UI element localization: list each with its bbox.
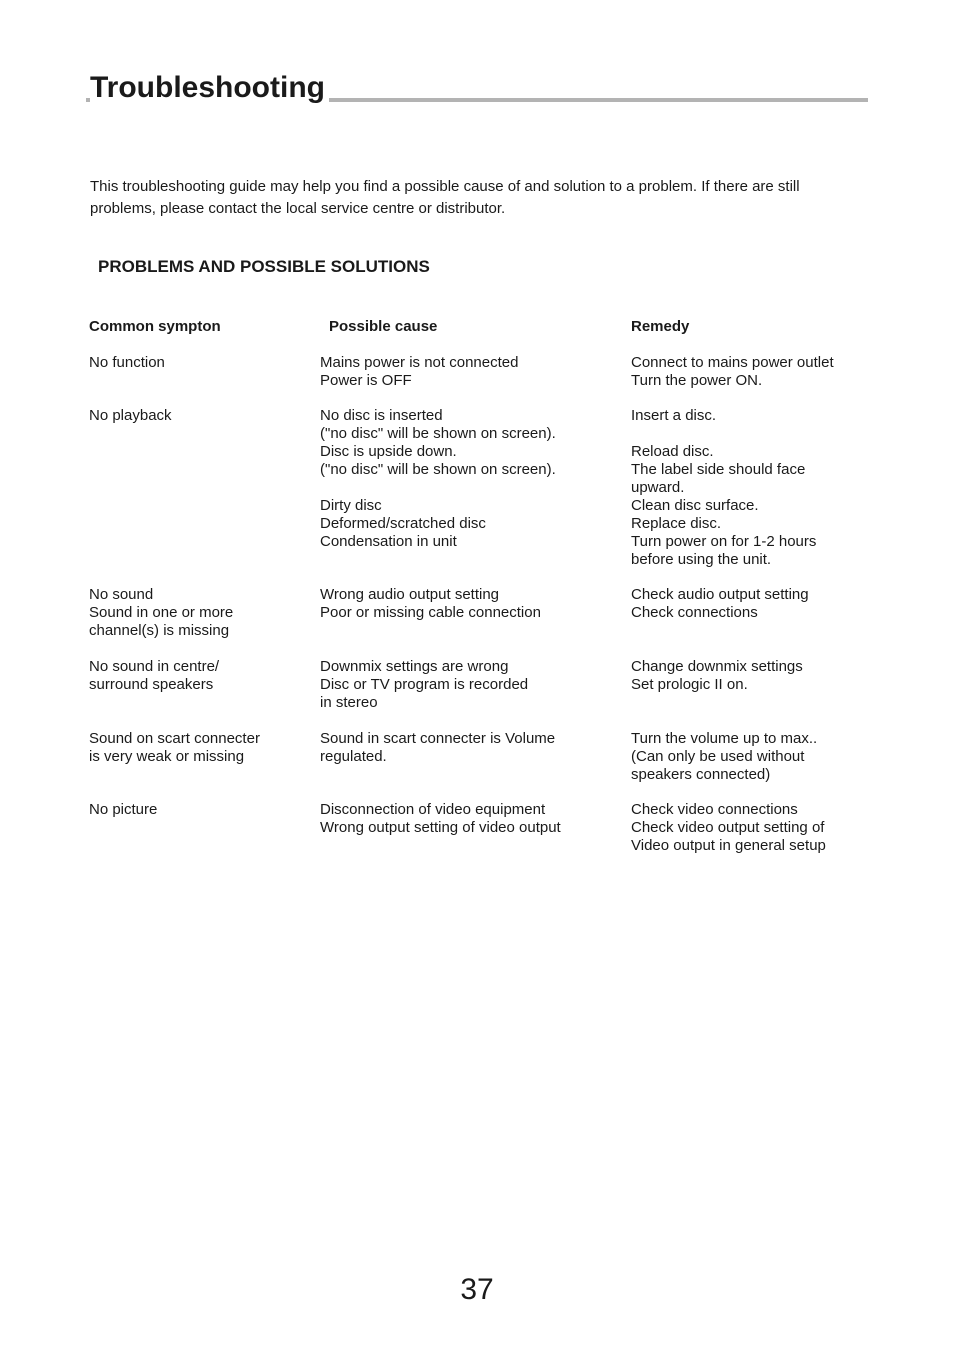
page-number: 37 <box>460 1273 494 1306</box>
symptom-cell: No sound Sound in one or more channel(s) is missing <box>89 586 234 639</box>
cause-cell: Sound in scart connecter is Volume regulated. <box>320 730 556 765</box>
remedy-cell: Check audio output setting Check connections <box>631 586 809 621</box>
header-remedy: Remedy <box>631 318 690 335</box>
remedy-cell: Turn the volume up to max.. (Can only be used without speakers connected) <box>631 730 818 783</box>
cause-cell: Disconnection of video equipment Wrong output setting of video output <box>320 801 561 836</box>
title-bar <box>86 70 868 104</box>
remedy-cell: Insert a disc. Reload disc. The label side should face upward. Clean disc surface. Replace disc. Turn power on for 1-2 hours before using the unit. <box>631 407 817 568</box>
symptom-cell: No sound in centre/ surround speakers <box>89 658 220 693</box>
cause-cell: No disc is inserted ("no disc" will be shown on screen). Disc is upside down. ("no disc" will be shown on screen). Dirty disc Deformed/scratched disc Condensation in unit <box>320 407 556 550</box>
intro-paragraph: This troubleshooting guide may help you find a possible cause of and solution to a problem. If there are still problems, please contact the local service centre or distributor. <box>90 178 800 217</box>
cause-cell: Wrong audio output setting Poor or missing cable connection <box>320 586 541 621</box>
remedy-cell: Change downmix settings Set prologic II on. <box>631 658 803 693</box>
symptom-cell: No playback <box>89 407 172 424</box>
header-cause: Possible cause <box>329 318 438 335</box>
page-title: Troubleshooting <box>90 70 329 106</box>
symptom-cell: Sound on scart connecter is very weak or missing <box>89 730 260 765</box>
section-heading: PROBLEMS AND POSSIBLE SOLUTIONS <box>98 257 430 276</box>
header-symptom: Common sympton <box>89 318 221 335</box>
cause-cell: Downmix settings are wrong Disc or TV program is recorded in stereo <box>320 658 529 711</box>
remedy-cell: Check video connections Check video output setting of Video output in general setup <box>631 801 826 854</box>
remedy-cell: Connect to mains power outlet Turn the power ON. <box>631 354 834 389</box>
symptom-cell: No picture <box>89 801 158 818</box>
symptom-cell: No function <box>89 354 165 371</box>
cause-cell: Mains power is not connected Power is OFF <box>320 354 519 389</box>
